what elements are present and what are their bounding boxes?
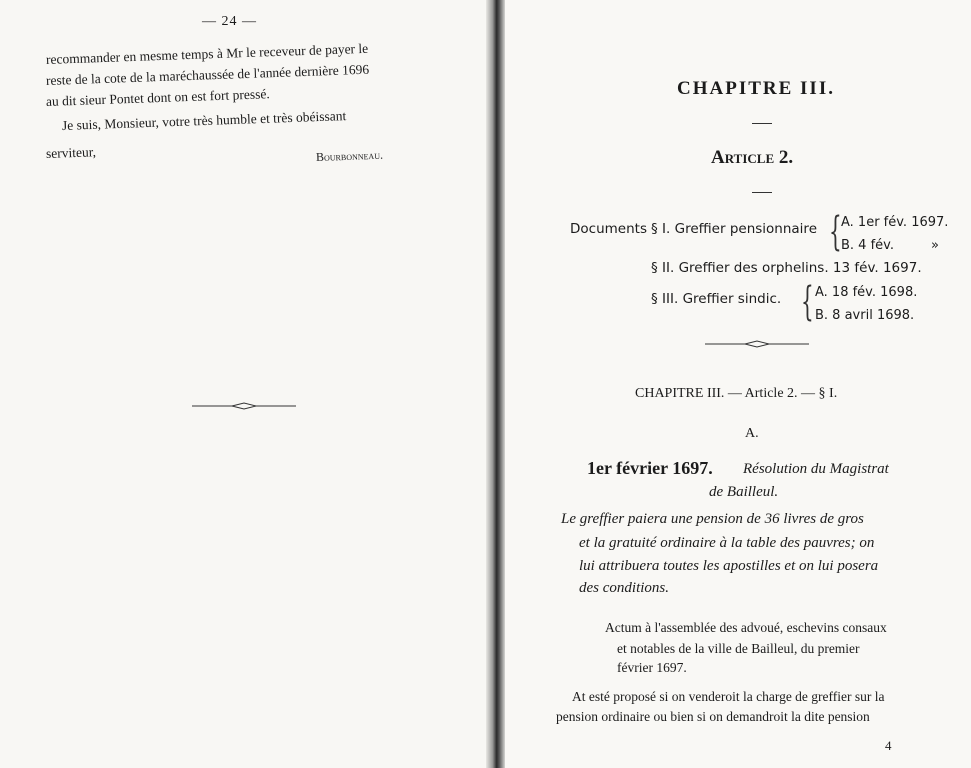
ornament-divider [192,400,296,412]
signature-mark: 4 [885,738,892,753]
ornament-divider [705,338,809,350]
toc-section-3a: A. 18 fév. 1698. [815,285,918,300]
toc-section-1: § I. Greffier pensionnaire [651,221,817,237]
entry-resolution: Résolution du Magistrat [743,461,889,477]
sub-letter: A. [745,426,759,441]
summary-line: des conditions. [579,580,669,596]
text-line: reste de la cote de la maréchaussée de l'année dernière 1696 [45,61,370,88]
summary-line: et la gratuité ordinaire à la table des pauvres; on [579,535,875,551]
actum-line: février 1697. [617,660,687,675]
divider [752,192,772,193]
actum-line: et notables de la ville de Bailleul, du premier [617,641,860,656]
text-line: recommander en mesme temps à Mr le receveur de payer le [45,40,369,67]
toc-section-1a: A. 1er fév. 1697. [841,215,949,230]
body-line: At esté proposé si on venderoit la charge de greffier sur la [572,689,885,704]
actum-line: Actum à l'assemblée des advoué, eschevins consaux [605,620,887,635]
text-line: Je suis, Monsieur, votre très humble et très obéissant [61,108,347,133]
summary-line: Le greffier paiera une pension de 36 livres de gros [561,511,864,527]
signature: Bourbonneau. [315,147,384,164]
toc-section-3b: B. 8 avril 1698. [815,308,915,323]
toc-section-1b: B. 4 fév. [841,238,894,253]
text-line: serviteur, [45,144,97,161]
toc-label: Documents [570,221,647,237]
text-line: au dit sieur Pontet dont on est fort pressé. [45,86,270,109]
summary-line: lui attribuera toutes les apostilles et on lui posera [579,558,879,574]
toc-section-3: § III. Greffier sindic. [651,291,782,307]
entry-date: 1er février 1697. [587,458,713,478]
right-page [505,0,971,768]
brace: { [829,209,842,255]
divider [752,123,772,124]
article-title: Article 2. [711,147,794,168]
toc-section-2: § II. Greffier des orphelins. 13 fév. 1697. [651,260,922,276]
chapter-title: CHAPITRE III. [677,78,835,99]
section-heading: CHAPITRE III. — Article 2. — § I. [635,386,838,401]
body-line: pension ordinaire ou bien si on demandroit la dite pension [556,709,870,724]
entry-resolution-cont: de Bailleul. [709,484,779,500]
brace: { [801,279,814,325]
page-number: — 24 — [202,14,257,29]
toc-ditto-mark: » [931,238,939,253]
